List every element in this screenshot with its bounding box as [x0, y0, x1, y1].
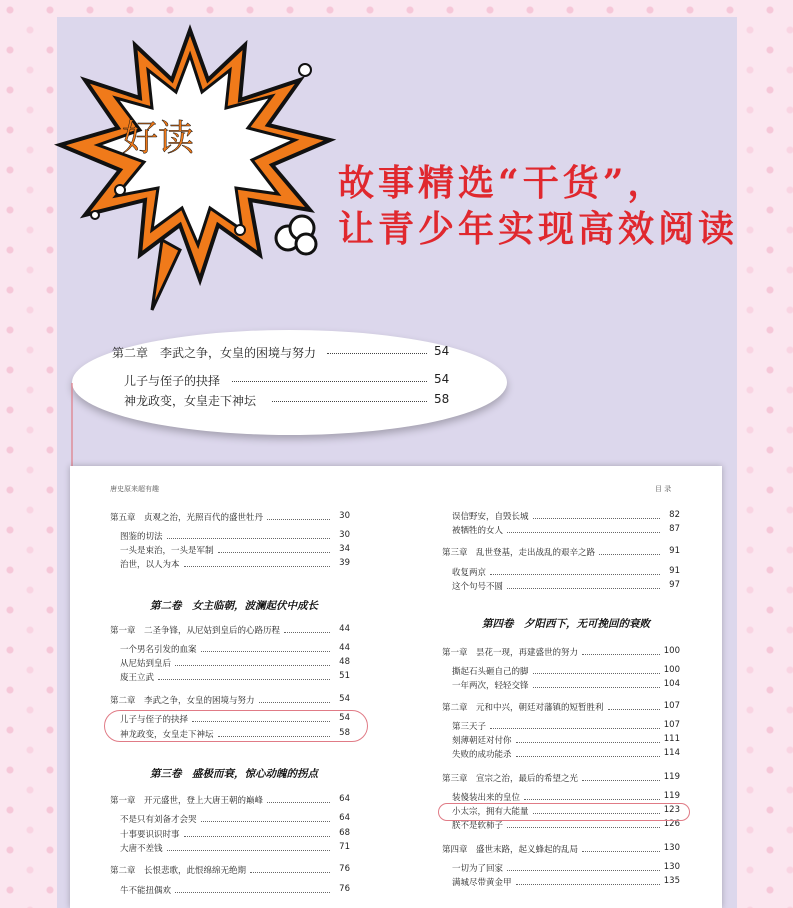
toc-label: 满城尽带黄金甲 [452, 878, 512, 888]
zoom-bubble: 第二章 李武之争，女皇的困境与努力 54 儿子与侄子的抉择 54 神龙政变，女皇走下神坛 58 [72, 330, 507, 435]
toc-page-number: 68 [339, 828, 350, 838]
toc-page-number: 87 [669, 524, 680, 534]
toc-label: 这个句号不圆 [452, 582, 504, 592]
toc-leader-dots [167, 532, 330, 539]
toc-label: 装傻装出来的皇位 [452, 793, 521, 803]
toc-page-number: 39 [339, 558, 350, 568]
badge-text: 好读 [121, 118, 195, 159]
toc-label: 第四章 盛世末路，起义蜂起的乱局 [442, 845, 579, 855]
toc-page-number: 48 [339, 657, 350, 667]
toc-chapter[interactable] [442, 772, 680, 784]
toc-chapter[interactable] [442, 701, 680, 713]
toc-chapter[interactable] [110, 694, 350, 706]
toc-item[interactable] [120, 558, 350, 570]
toc-label: 失败的成功能杀 [452, 750, 512, 760]
toc-label: 误信野安，自毁长城 [452, 512, 529, 522]
toc-label: 第五章 贞观之治，光照百代的盛世牡丹 [110, 513, 264, 523]
toc-page-number: 71 [339, 842, 350, 852]
toc-label: 治世，以人为本 [120, 560, 180, 570]
toc-item[interactable] [452, 748, 680, 760]
toc-item[interactable] [120, 813, 350, 825]
toc-label: 第二章 李武之争，女皇的困境与努力 [110, 696, 255, 706]
toc-page-number: 54 [339, 694, 350, 704]
toc-label: 一年两次，轻轻交锋 [452, 681, 529, 691]
toc-page-number: 51 [339, 671, 350, 681]
toc-label: 废王立武 [120, 673, 155, 683]
toc-page-number: 100 [663, 646, 680, 656]
toc-item[interactable] [452, 665, 680, 677]
book-header-left: 唐史原来超有趣 [110, 485, 159, 493]
toc-page-number: 126 [663, 819, 680, 829]
toc-label: 神龙政变，女皇走下神坛 [120, 730, 214, 740]
toc-page-number: 54 [339, 713, 350, 723]
toc-item[interactable] [452, 679, 680, 691]
toc-leader-dots [582, 774, 660, 781]
toc-page-number: 64 [339, 813, 350, 823]
toc-item[interactable] [452, 510, 680, 522]
toc-page-number: 111 [663, 734, 680, 744]
toc-leader-dots [507, 526, 660, 533]
toc-leader-dots [524, 793, 660, 800]
toc-item[interactable] [452, 566, 680, 578]
toc-leader-dots [516, 736, 660, 743]
toc-label: 被牺牲的女人 [452, 526, 504, 536]
toc-page-number: 30 [339, 511, 350, 521]
toc-label: 撕起石头砸自己的脚 [452, 667, 529, 677]
toc-label: 收复两京 [452, 568, 487, 578]
toc-label: 图鉴的切法 [120, 532, 163, 542]
toc-leader-dots [175, 659, 330, 666]
toc-label: 大唐不差钱 [120, 844, 163, 854]
toc-volume-title: 第四卷 夕阳西下，无可挽回的衰败 [482, 618, 650, 630]
toc-item[interactable] [452, 720, 680, 732]
toc-leader-dots [284, 626, 330, 633]
toc-label: 第一章 昙花一现，再建盛世的努力 [442, 648, 579, 658]
toc-volume-title: 第二卷 女主临朝，波澜起伏中成长 [150, 600, 318, 612]
toc-label: 第三章 宣宗之治，最后的希望之光 [442, 774, 579, 784]
toc-page-number: 91 [669, 566, 680, 576]
toc-leader-dots [516, 750, 660, 757]
toc-label: 从尼姑到皇后 [120, 659, 172, 669]
book-header-right: 目 录 [655, 485, 672, 493]
toc-label: 儿子与侄子的抉择 [120, 715, 189, 725]
toc-page-number: 107 [663, 701, 680, 711]
toc-page-number: 76 [339, 884, 350, 894]
toc-chapter[interactable] [442, 646, 680, 658]
toc-label: 一头是束治，一头是军制 [120, 546, 214, 556]
book-page [70, 466, 722, 908]
toc-label: 第三章 乱世登基，走出战乱的艰辛之路 [442, 548, 596, 558]
toc-leader-dots [582, 648, 660, 655]
toc-leader-dots [599, 548, 660, 555]
toc-page-number: 34 [339, 544, 350, 554]
toc-leader-dots [267, 513, 330, 520]
toc-leader-dots [582, 845, 660, 852]
toc-leader-dots [533, 681, 660, 688]
toc-label: 一切为了回家 [452, 864, 504, 874]
toc-item[interactable] [120, 828, 350, 840]
toc-leader-dots [490, 568, 660, 575]
toc-chapter[interactable] [110, 794, 350, 806]
toc-page-number: 130 [663, 843, 680, 853]
toc-leader-dots [167, 844, 330, 851]
toc-page-number: 119 [663, 772, 680, 782]
toc-page-number: 76 [339, 864, 350, 874]
toc-leader-dots [218, 546, 330, 553]
toc-label: 第一章 开元盛世，登上大唐王朝的巅峰 [110, 796, 264, 806]
toc-page-number: 58 [339, 728, 350, 738]
toc-item[interactable] [120, 544, 350, 556]
toc-leader-dots [184, 560, 330, 567]
toc-label: 不是只有刘备才会哭 [120, 815, 197, 825]
toc-page-number: 107 [663, 720, 680, 730]
toc-item[interactable] [120, 530, 350, 542]
toc-leader-dots [533, 667, 660, 674]
toc-leader-dots [507, 582, 660, 589]
toc-leader-dots [259, 696, 330, 703]
toc-label: 第二章 长恨悲歌，此恨绵绵无绝期 [110, 866, 247, 876]
toc-leader-dots [516, 878, 660, 885]
toc-page-number: 114 [663, 748, 680, 758]
toc-item[interactable] [120, 842, 350, 854]
toc-page-number: 97 [669, 580, 680, 590]
toc-leader-dots [533, 512, 660, 519]
headline-line-2: 让青少年实现高效阅读 [338, 208, 739, 250]
toc-leader-dots [490, 722, 660, 729]
toc-item[interactable] [120, 671, 350, 683]
toc-page-number: 91 [669, 546, 680, 556]
toc-leader-dots [608, 703, 660, 710]
toc-label: 牛不能扭偶欢 [120, 886, 172, 896]
toc-item[interactable] [452, 876, 680, 888]
toc-item[interactable] [120, 884, 350, 896]
toc-item[interactable] [120, 643, 350, 655]
toc-leader-dots [175, 886, 330, 893]
toc-chapter[interactable] [110, 624, 350, 636]
toc-label: 朕不是软柿子 [452, 821, 504, 831]
toc-page-number: 104 [663, 679, 680, 689]
toc-chapter[interactable] [110, 864, 350, 876]
toc-label: 第一章 二圣争锋，从尼姑到皇后的心路历程 [110, 626, 281, 636]
toc-item[interactable] [452, 524, 680, 536]
toc-chapter[interactable] [442, 843, 680, 855]
toc-leader-dots [201, 645, 330, 652]
toc-leader-dots [507, 821, 660, 828]
headline-line-1: 故事精选“干货”， [338, 162, 668, 204]
toc-leader-dots [201, 815, 330, 822]
toc-label: 第二章 元和中兴，朝廷对藩镇的短暂胜利 [442, 703, 604, 713]
toc-item[interactable] [452, 580, 680, 592]
toc-label: 十事要识识时事 [120, 830, 180, 840]
toc-label: 刻薄朝廷对付你 [452, 736, 512, 746]
toc-label: 小太宗，拥有大能量 [452, 807, 529, 817]
toc-page-number: 100 [663, 665, 680, 675]
toc-chapter[interactable] [442, 546, 680, 558]
toc-leader-dots [507, 864, 660, 871]
toc-page-number: 123 [663, 805, 680, 815]
toc-page-number: 135 [663, 876, 680, 886]
toc-page-number: 130 [663, 862, 680, 872]
toc-leader-dots [158, 673, 330, 680]
toc-page-number: 64 [339, 794, 350, 804]
toc-volume-title: 第三卷 盛极而衰，惊心动魄的拐点 [150, 768, 318, 780]
toc-item[interactable] [452, 791, 680, 803]
toc-label: 第三天子 [452, 722, 487, 732]
toc-page-number: 44 [339, 643, 350, 653]
toc-page-number: 30 [339, 530, 350, 540]
toc-item[interactable] [452, 862, 680, 874]
toc-page-number: 82 [669, 510, 680, 520]
toc-chapter[interactable] [110, 511, 350, 523]
toc-page-number: 119 [663, 791, 680, 801]
toc-leader-dots [267, 796, 330, 803]
highlight-left [104, 710, 368, 742]
toc-label: 一个男名引发的血案 [120, 645, 197, 655]
toc-leader-dots [184, 830, 330, 837]
toc-page-number: 44 [339, 624, 350, 634]
toc-item[interactable] [120, 657, 350, 669]
toc-item[interactable] [452, 734, 680, 746]
highlight-right [438, 803, 690, 821]
toc-leader-dots [250, 866, 330, 873]
